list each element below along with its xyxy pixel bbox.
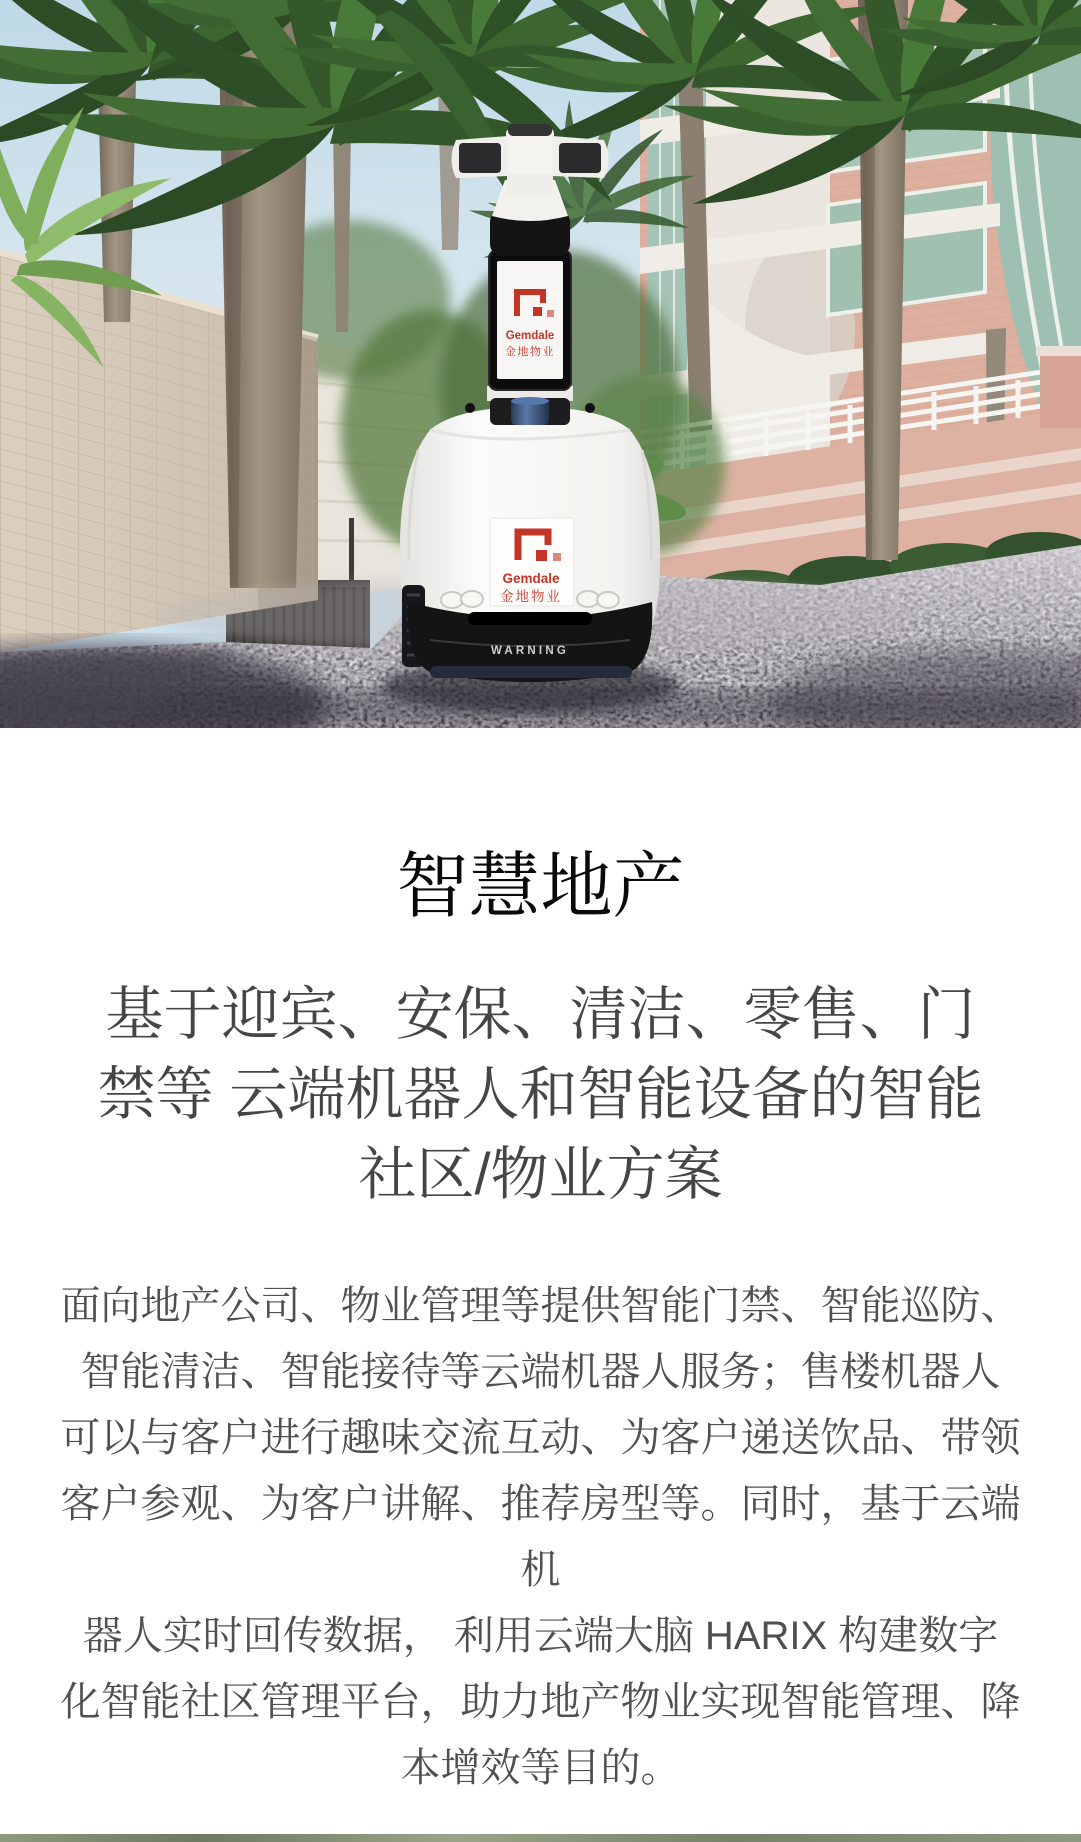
section-title: 智慧地产 <box>396 847 685 927</box>
robot-bumper <box>408 602 653 682</box>
robot-bumper-warning-text: WARNING <box>491 645 569 657</box>
camera-lens-right <box>559 143 601 173</box>
paragraph-line: 可以与客户进行趣味交流互动、为客户递送饮品、带领 <box>60 1416 1021 1460</box>
next-section-photo-edge <box>0 1834 1081 1842</box>
camera-lens-left <box>459 143 501 173</box>
subtitle-line: 基于迎宾、安保、清洁、零售、门 <box>105 982 976 1047</box>
section-paragraph <box>58 1273 1023 1801</box>
robot-screen <box>489 250 571 390</box>
robot-screen-brand-cn: 金地物业 <box>505 346 555 358</box>
paragraph-line: 面向地产公司、物业管理等提供智能门禁、智能巡防、 <box>60 1284 1021 1328</box>
paragraph-line: 化智能社区管理平台，助力地产物业实现智能管理、降 <box>60 1680 1021 1724</box>
smart-real-estate-content <box>0 848 1081 1801</box>
robot-screen-brand-en: Gemdale <box>505 330 555 342</box>
section-subtitle <box>61 975 1021 1215</box>
robot-scene-illustration <box>0 0 1081 728</box>
paragraph-line: 客户参观、为客户讲解、推荐房型等。同时，基于云端机 <box>60 1482 1021 1592</box>
paragraph-line: 智能清洁、智能接待等云端机器人服务；售楼机器人 <box>80 1350 1001 1394</box>
robot-body-brand-en: Gemdale <box>502 571 560 586</box>
subtitle-line: 社区/物业方案 <box>358 1142 723 1207</box>
paragraph-line: 器人实时回传数据， 利用云端大脑 HARIX 构建数字 <box>82 1614 999 1658</box>
hero-photo-robot <box>0 0 1081 728</box>
paragraph-line: 本增效等目的。 <box>400 1746 681 1790</box>
subtitle-line: 禁等 云端机器人和智能设备的智能 <box>97 1062 984 1127</box>
robot-body-brand-cn: 金地物业 <box>500 589 562 604</box>
robot-body-decal <box>490 518 574 606</box>
